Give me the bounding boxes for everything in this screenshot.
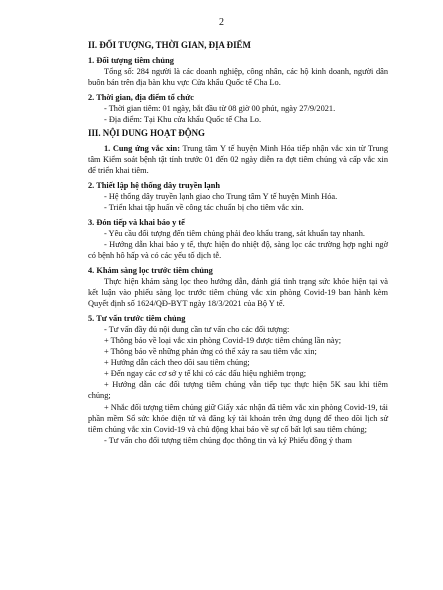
counseling-item-e: + Đến ngay các cơ sở y tế khi có các dấu hiệu nghiêm trọng; — [104, 369, 307, 379]
counseling-item-g: + Nhắc đối tượng tiêm chủng giữ Giấy xác nhận đã tiêm vắc xin phòng Covid-19, tải phần mềm Sổ sức khỏe điện tử và đăng ký tài khoản trên ứng dụng để theo dõi lịch sử tiêm chủng vắc xin Covid-19 và chủ động khai báo về sự cố bất lợi sau tiêm chủng; — [88, 402, 388, 434]
subheading-screening: 4. Khám sàng lọc trước tiêm chủng — [88, 265, 213, 275]
counseling-item-c: + Thông báo về những phản ứng có thể xảy ra sau tiêm vắc xin; — [104, 347, 317, 357]
place-text: - Địa điểm: Tại Khu cửa khẩu Quốc tế Cha Lo. — [104, 114, 262, 124]
subheading-reception: 3. Đón tiếp và khai báo y tế — [88, 217, 185, 227]
counseling-item-d: + Hướng dẫn cách theo dõi sau tiêm chủng; — [104, 358, 250, 368]
reception-item-1: - Yêu cầu đối tượng đến tiêm chủng phải đeo khẩu trang, sát khuẩn tay nhanh. — [104, 228, 365, 238]
counseling-item-h: - Tư vấn cho đối tượng tiêm chủng đọc thông tin và ký Phiếu đồng ý tham — [104, 435, 352, 445]
vaccine-supply-paragraph — [88, 143, 388, 176]
reception-item-2: - Hướng dẫn khai báo y tế, thực hiện đo nhiệt độ, sàng lọc các trường hợp nghi ngờ có bệnh hô hấp và có các yếu tố dịch tễ. — [88, 240, 388, 261]
counseling-item-b: + Thông báo về loại vắc xin phòng Covid-19 được tiêm chủng lần này; — [104, 336, 342, 345]
vaccine-supply-heading: 1. Cung ứng vắc xin: — [104, 144, 180, 154]
counseling-item-f: + Hướng dẫn các đối tượng tiêm chủng vẫn tiếp tục thực hiện 5K sau khi tiêm chủng; — [88, 380, 388, 401]
section-heading-iii: III. NỘI DUNG HOẠT ĐỘNG — [88, 128, 205, 139]
subheading-target-group: 1. Đối tượng tiêm chủng — [88, 55, 174, 65]
counseling-item-a: - Tư vấn đầy đủ nội dung cần tư vấn cho các đối tượng: — [104, 324, 290, 334]
page-number: 2 — [219, 17, 224, 28]
target-group-text: Tổng số: 284 người là các doanh nghiệp, công nhân, các hộ kinh doanh, người dân buôn bán trên địa bàn khu vực Cửa khẩu Quốc tế Cha Lo. — [88, 66, 388, 87]
subheading-time-place: 2. Thời gian, địa điểm tổ chức — [88, 92, 194, 102]
time-text: - Thời gian tiêm: 01 ngày, bắt đầu từ 08 giờ 00 phút, ngày 27/9/2021. — [104, 103, 336, 113]
subheading-counseling: 5. Tư vấn trước tiêm chủng — [88, 313, 186, 323]
cold-chain-item-2: - Triển khai tập huấn về công tác chuẩn bị cho tiêm vắc xin. — [104, 203, 304, 213]
subheading-cold-chain: 2. Thiết lập hệ thống dây truyền lạnh — [88, 181, 220, 190]
document-body — [88, 40, 388, 446]
screening-text: Thực hiện khám sàng lọc theo hướng dẫn, đánh giá tình trạng sức khỏe hiện tại và kết luận vào phiếu sàng lọc trước tiêm chủng vắc xin phòng Covid-19 ban hành kèm Quyết định số 1624/QĐ-BYT ngày 18/3/2021 của Bộ Y tế. — [88, 276, 388, 309]
section-heading-ii: II. ĐỐI TƯỢNG, THỜI GIAN, ĐỊA ĐIỂM — [88, 40, 251, 50]
vaccine-supply-text: Trung tâm Y tế huyện Minh Hóa tiếp nhận vắc xin từ Trung tâm Kiểm soát bệnh tật tỉnh trước 01 đến 02 ngày diễn ra đợt tiêm chủng và cấp vắc xin để triển khai tiêm. — [88, 144, 388, 176]
cold-chain-item-1: - Hệ thống dây truyền lạnh giao cho Trung tâm Y tế huyện Minh Hóa. — [104, 192, 338, 202]
